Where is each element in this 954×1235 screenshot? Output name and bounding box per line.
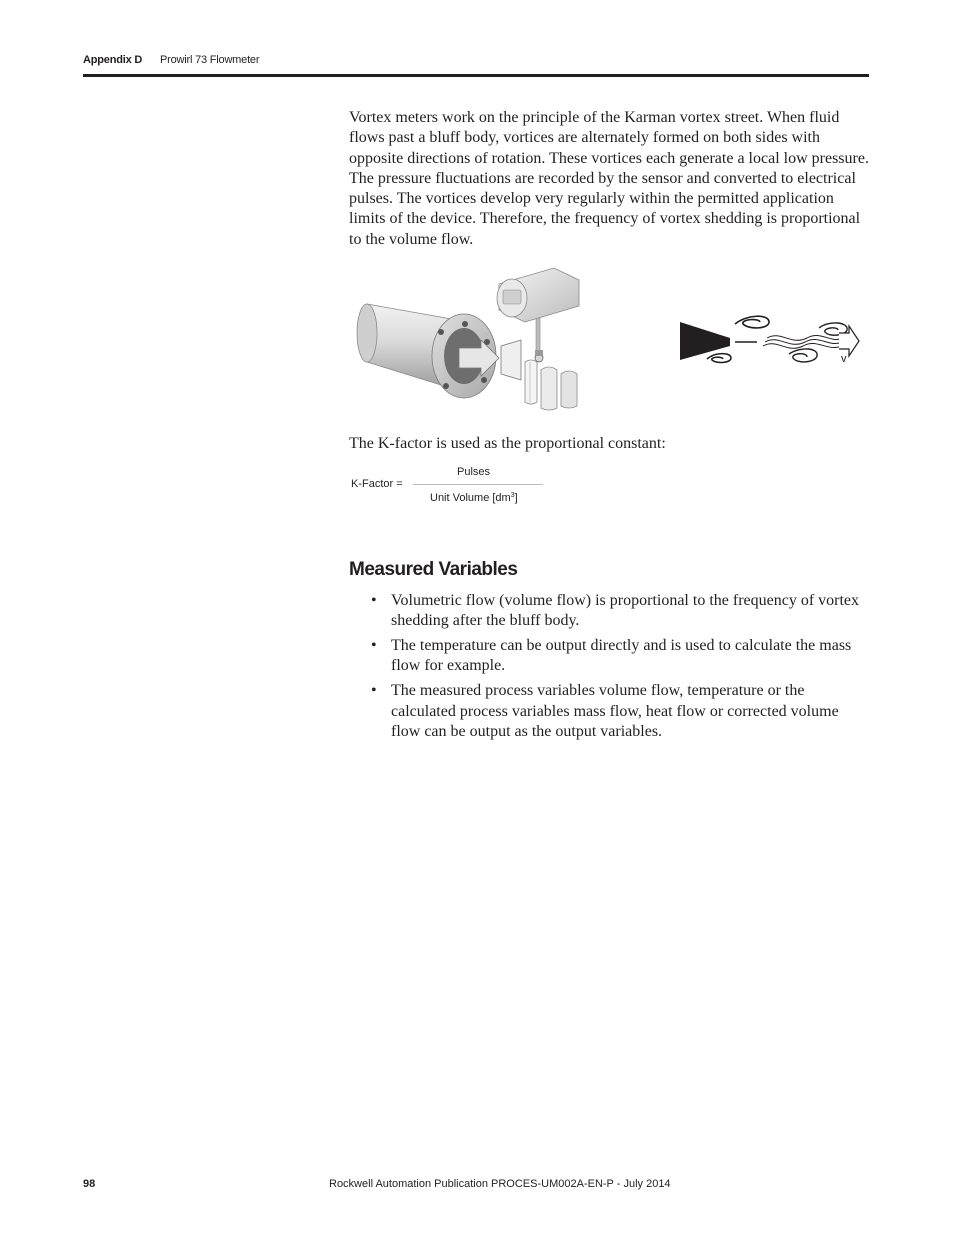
list-item	[349, 681, 869, 742]
list-item	[349, 591, 869, 632]
flowmeter-illustration	[349, 262, 869, 417]
appendix-label: Appendix D	[83, 54, 143, 66]
formula-denominator	[430, 492, 518, 504]
denominator-close: ]	[514, 492, 518, 504]
formula-lhs: K-Factor =	[351, 478, 403, 490]
fraction-bar	[413, 484, 543, 485]
page-footer	[83, 1178, 869, 1190]
page-number: 98	[83, 1178, 96, 1190]
publication-info: Rockwell Automation Publication PROCES-UM002A-EN-P - July 2014	[329, 1178, 671, 1190]
velocity-label: v	[841, 353, 847, 365]
pipe-icon	[357, 304, 521, 398]
section-heading: Measured Variables	[349, 559, 518, 580]
list-item-text: The measured process variables volume flow, temperature or the calculated process variables mass flow, heat flow or corrected volume flow can be output as the output variables.	[391, 682, 839, 740]
transmitter-icon	[497, 268, 579, 410]
bullet-icon: •	[371, 682, 377, 700]
list-item	[349, 636, 869, 677]
kfactor-sentence: The K-factor is used as the proportional constant:	[349, 435, 666, 452]
header-title: Prowirl 73 Flowmeter	[160, 54, 260, 66]
list-item-text: The temperature can be output directly and is used to calculate the mass flow for example.	[391, 637, 852, 675]
kfactor-formula	[351, 464, 551, 512]
vortex-street-diagram	[680, 316, 859, 362]
bullet-list	[349, 591, 869, 747]
denominator-exponent: 3	[510, 492, 515, 499]
running-header	[83, 54, 260, 66]
list-item-text: Volumetric flow (volume flow) is proportional to the frequency of vortex shedding after the bluff body.	[391, 592, 860, 630]
denominator-text: Unit Volume [dm	[430, 492, 511, 504]
intro-paragraph: Vortex meters work on the principle of the Karman vortex street. When fluid flows past a bluff body, vortices are alternately formed on both sides with opposite directions of rotation. These vortices each generate a local low pressure. The pressure fluctuations are recorded by the sensor and converted to electrical pulses. The vortices develop very regularly within the permitted application limits of the device. Therefore, the frequency of vortex shedding is proportional to the volume flow.	[349, 109, 869, 248]
vortex-figure	[349, 262, 869, 417]
bullet-icon: •	[371, 592, 377, 609]
header-rule	[83, 74, 869, 77]
formula-numerator: Pulses	[457, 466, 491, 478]
bullet-icon: •	[371, 637, 377, 655]
